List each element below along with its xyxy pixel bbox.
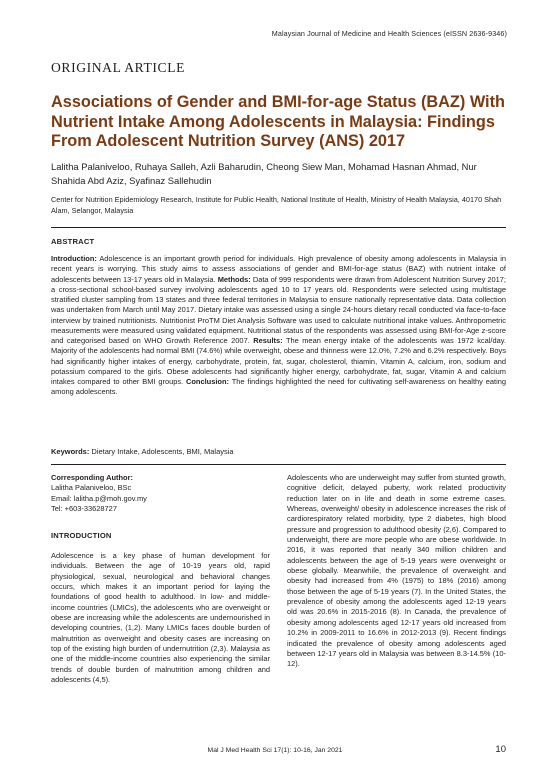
- affiliation: Center for Nutrition Epidemiology Research, Institute for Public Health, National Institute of Health, Ministry of Health Malaysia, 40170 Shah Alam, Selangor, Malaysia: [51, 195, 502, 216]
- corresponding-tel: Tel: +603-33628727: [51, 504, 117, 514]
- corresponding-label: Corresponding Author:: [51, 473, 133, 482]
- page-number: 10: [495, 744, 506, 755]
- abstract-intro-label: Introduction:: [51, 254, 97, 263]
- corresponding-email: Email: lalitha.p@moh.gov.my: [51, 493, 147, 503]
- introduction-heading: INTRODUCTION: [51, 531, 112, 540]
- author-list: Lalitha Palaniveloo, Ruhaya Salleh, Azli Baharudin, Cheong Siew Man, Mohamad Hasnan Ahmad, Nur Shahida Abd Aziz, Syafinaz Sallehudin: [51, 161, 477, 186]
- keywords: [51, 447, 234, 456]
- abstract-methods-label: Methods:: [215, 274, 251, 284]
- keywords-label: Keywords:: [51, 447, 90, 456]
- abstract-results-label: Results:: [249, 336, 283, 345]
- abstract-intro: Adolescence is an important growth period for individuals. High prevalence of obesity among adolescents in Malaysia in recent years is worrying. This study aims to assess associations of gender and BMI-for-age status (BAZ) with nutrient intake of adolescents between 13-17 years old in Malaysia.: [51, 254, 506, 284]
- corresponding-author: [51, 473, 270, 514]
- abstract-methods: Data of 999 respondents were drawn from Adolescent Nutrition Survey 2017; a cross-sectional school-based survey involving adolescents aged 10 to 17 years old. Respondents were selected using multistage stratified cluster sampling from 13 states and three federal territories in Malaysia to ensure nationally representative data. Data collection was undertaken from March until May 2017. Dietary intake was assessed using a single 24-hours dietary recall conducted via face-to-face interview by trained nutritionists. Nutritionist ProTM Diet Analysis Software was used to calculate nutritional intake values. Anthropometric measurements were measured using validated equipment. Nutritional status of the respondents was assessed using BMI-for-Age z-score and categorised based on WHO Growth Reference 2007.: [51, 274, 506, 345]
- corresponding-name: Lalitha Palaniveloo, BSc: [51, 483, 132, 493]
- footer-citation: Mal J Med Health Sci 17(1): 10-16, Jan 2021: [207, 747, 343, 754]
- section-label: ORIGINAL ARTICLE: [51, 60, 186, 75]
- divider-top: [51, 227, 506, 228]
- article-title: Associations of Gender and BMI-for-age Status (BAZ) With Nutrient Intake Among Adolescents in Malaysia: Findings From Adolescent Nutrition Survey (ANS) 2017: [51, 93, 505, 151]
- abstract-conclusion: The findings highlighted the need for cultivating self-awareness on healthy eating among adolescents.: [51, 377, 506, 397]
- abstract-results: The mean energy intake of the adolescents was 1972 kcal/day. Majority of the adolescents had normal BMI (74.6%) while overweight, obese and thinness were 12.0%, 7.2% and 6.2% respectively. Boys had significantly higher intakes of energy, carbohydrate, protein, fat, sugar, cholesterol, thiamin, Vitamin A, calcium, iron, sodium and potassium compared to the girls. Obese adolescents had significantly higher energy, carbohydrate, fat, sugar, Vitamin A and calcium intakes compared to other BMI groups.: [51, 336, 507, 386]
- intro-right-body: Adolescents who are underweight may suffer from stunted growth, cognitive deficit, delayed puberty, work related productivity reduction later on in life and death in some extreme cases. Whereas, overweight/ obesity in adolescence increases the risk of cardiorespiratory related morbidity, type 2 diabetes, high blood pressure and progression to adulthood obesity (2,6). Compared to underweight, there are more people who are obese worldwide. In 2016, it was reported that nearly 340 million children and adolescents between the age of 5-19 years were overweight or obese globally. Meanwhile, the prevalence of overweight and obesity had increased from 4% (1975) to 18% (2016) among those between the age of 5-19 years (7). In the United States, the prevalence of obesity among the adolescents aged 12-19 years old was 20.6% in 2015-2016 (8). In Canada, the prevalence of obesity among adolescents aged 12-17 years old increased from 10.2% in 2009-2011 to 16.6% in 2012-2013 (9). Recent findings indicated the prevalence of obesity among adolescents aged between 12-17 years old in Malaysia was between 8.3-14.5% (10-12).: [287, 473, 506, 669]
- journal-header: Malaysian Journal of Medicine and Health Sciences (eISSN 2636-9346): [271, 29, 507, 38]
- keywords-list: Dietary Intake, Adolescents, BMI, Malaysia: [89, 447, 234, 456]
- divider-bottom: [51, 464, 506, 465]
- abstract-heading: ABSTRACT: [51, 237, 95, 246]
- abstract-text: [51, 254, 506, 398]
- abstract-conclusion-label: Conclusion:: [183, 377, 229, 386]
- intro-left-body: Adolescence is a key phase of human development for individuals. Between the age of 10-19 years old, rapid physiological, sexual, neurological and behavioral changes occurs, which makes it an important period for laying the foundations of good health to adulthood. In low- and middle-income countries (LMICs), the adolescents who are overweight or obese are increasing while the adolescents are undernourished in developing countries, (1,2). Many LMICs faces double burden of malnutrition as overweight and obesity cases are increasing on top of the existing high burden of undernutrition (2,3). Malaysia as one of the middle-income countries also experiencing the similar trends of double burden of malnutrition among children and adolescents (4,5).: [51, 551, 270, 685]
